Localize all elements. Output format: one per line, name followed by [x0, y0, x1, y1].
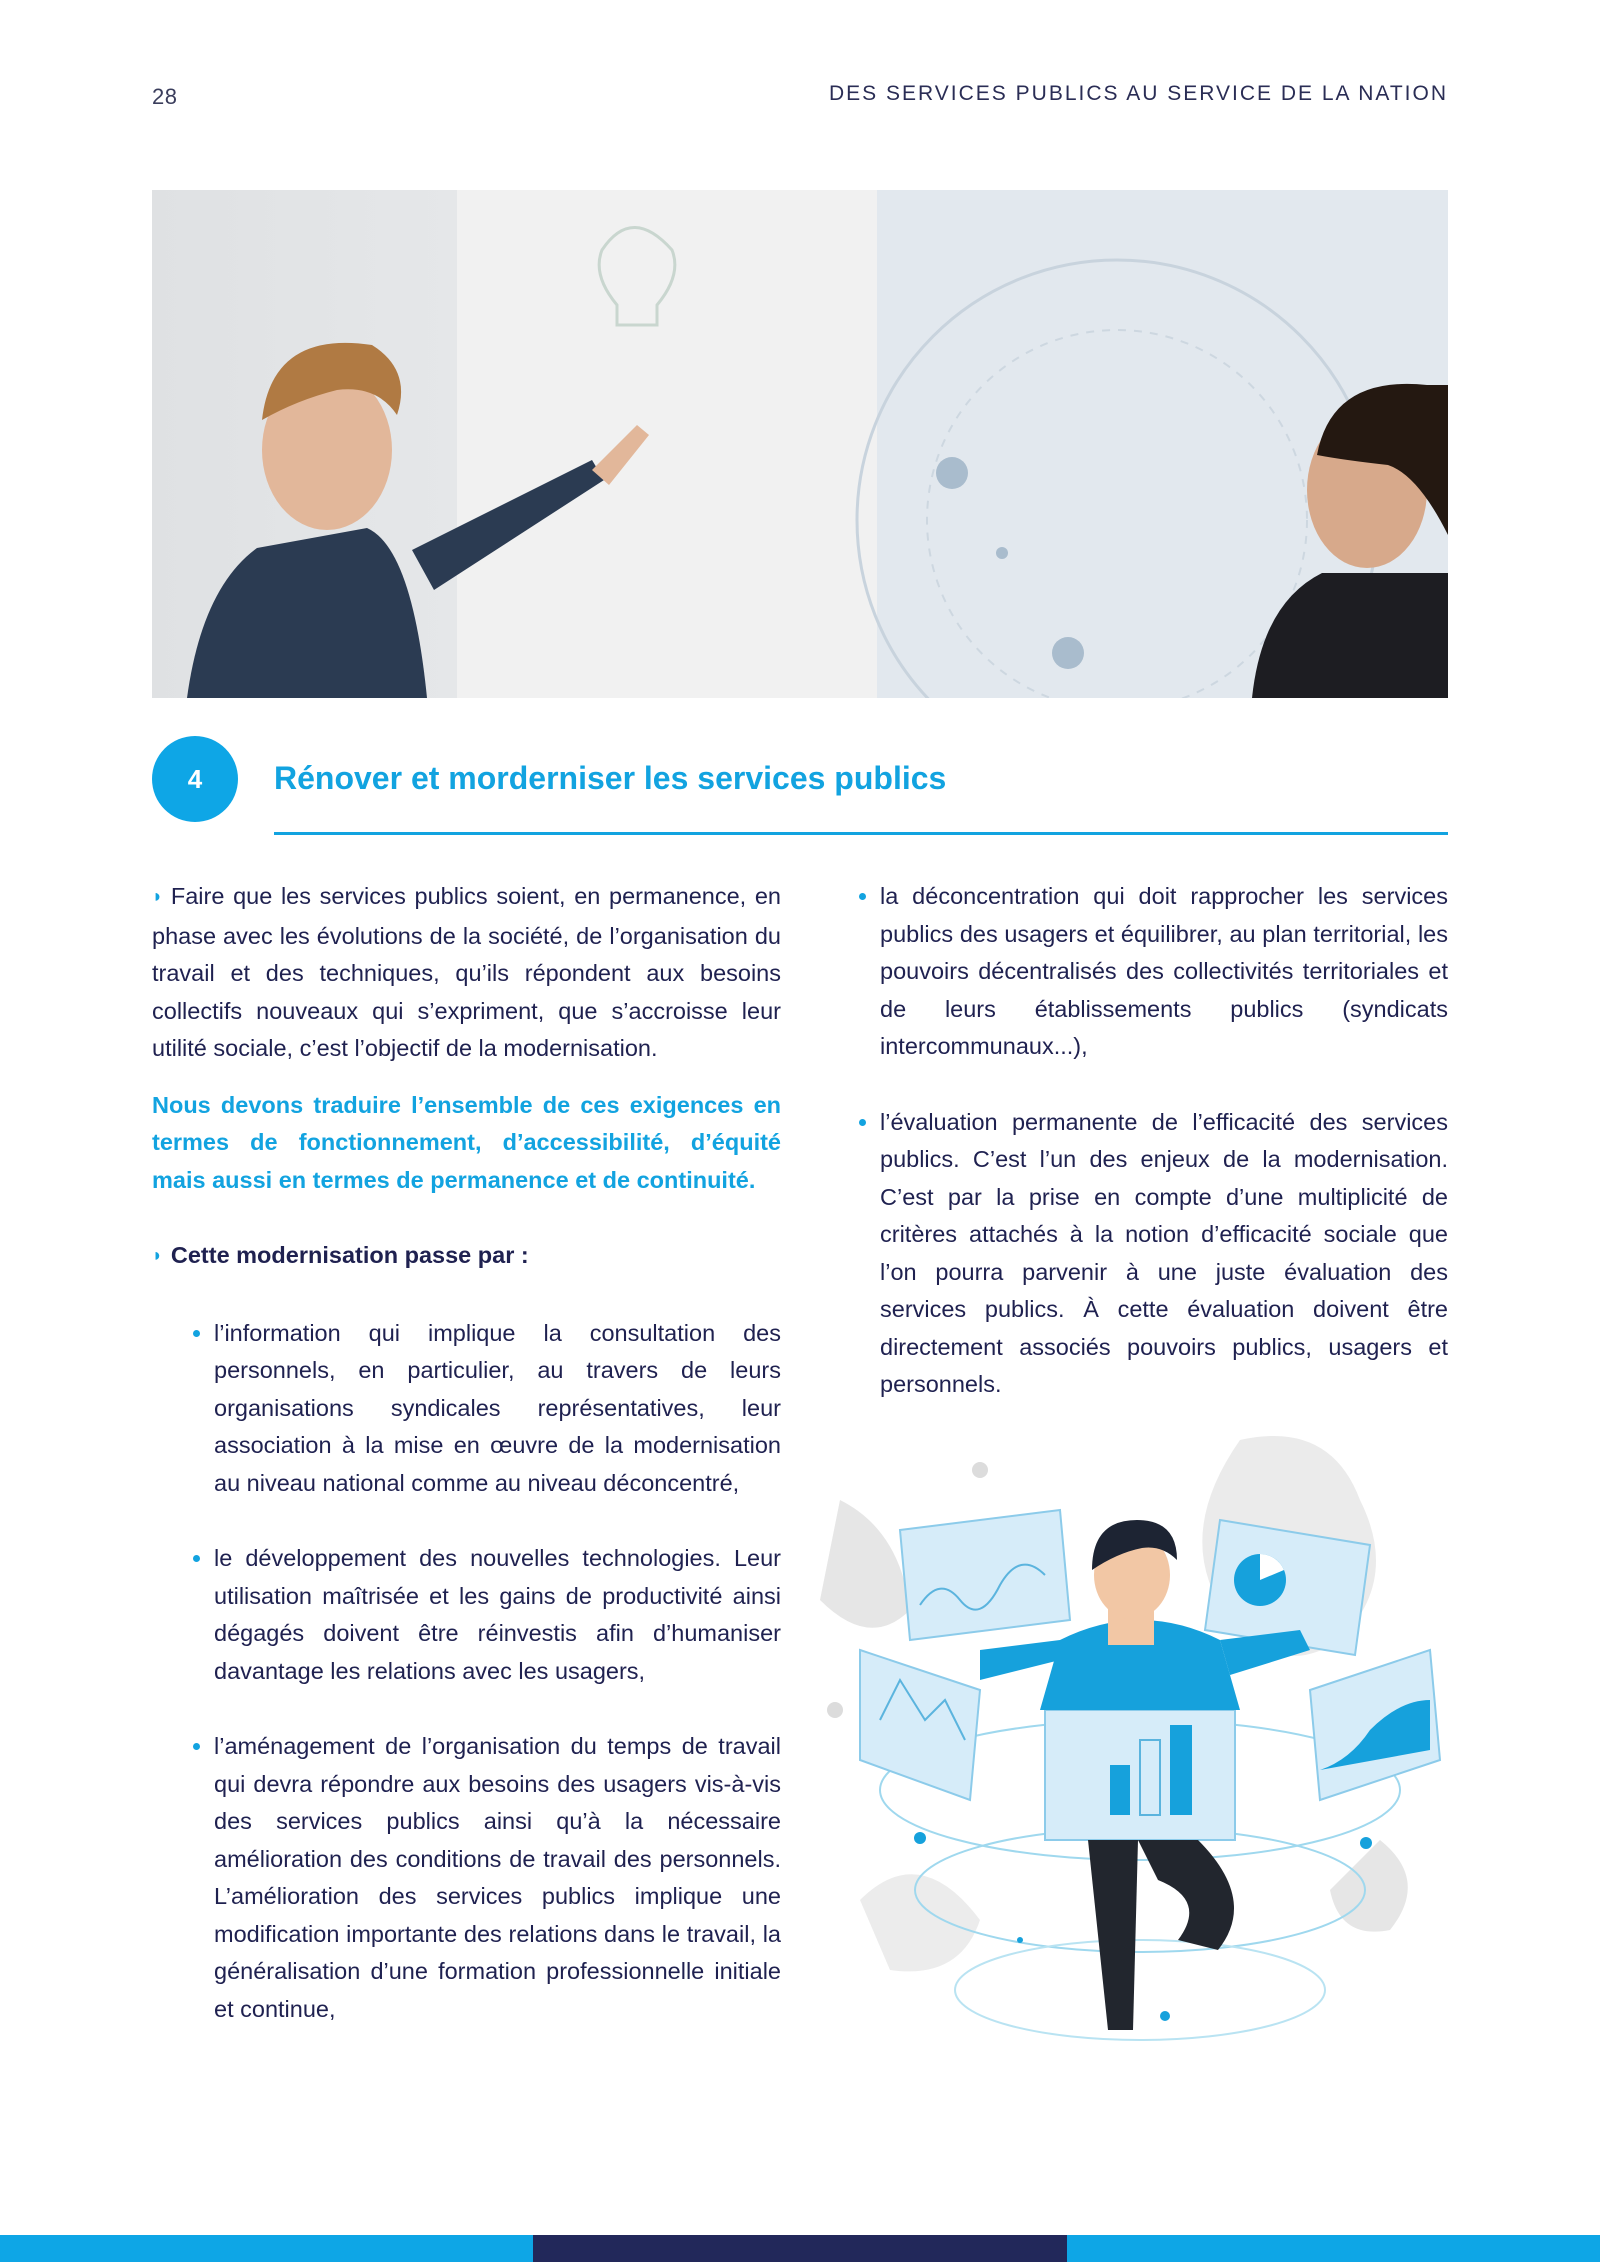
triangle-right-icon: ◗ [152, 886, 163, 906]
running-title: DES SERVICES PUBLICS AU SERVICE DE LA NATION [828, 82, 1448, 105]
section-header [152, 736, 1448, 836]
footer-segment-middle [533, 2235, 1066, 2262]
list-item: la déconcentration qui doit rapprocher les services publics des usagers et équilibrer, au plan territorial, les pouvoirs décentralisés des collectivités territoriales et de leurs établissements publics (syndicats intercommunaux...), [880, 878, 1448, 1066]
hero-photo [152, 190, 1448, 698]
intro-text: Faire que les services publics soient, en permanence, en phase avec les évolutions de la société, de l’organisation du travail et des techniques, qu’ils répondent aux besoins collectifs nouveaux qui s’expriment, que s’accroisse leur utilité sociale, c’est l’objectif de la modernisation. [152, 883, 781, 1061]
intro-paragraph [152, 878, 781, 1068]
modernisation-list [152, 1315, 781, 2029]
section-rule [274, 832, 1448, 835]
modernisation-list-continued [856, 878, 1448, 1404]
list-item: l’information qui implique la consultation des personnels, en particulier, au travers de leurs organisations syndicales représentatives, leur association à la mise en œuvre de la modernisation au niveau national comme au niveau déconcentré, [214, 1315, 781, 1503]
footer-segment-left [0, 2235, 533, 2262]
highlight-paragraph: Nous devons traduire l’ensemble de ces exigences en termes de fonctionnement, d’accessibilité, d’équité mais aussi en termes de permanence et de continuité. [152, 1091, 781, 1193]
page-number: 28 [152, 84, 178, 109]
list-item: l’évaluation permanente de l’efficacité des services publics. C’est l’un des enjeux de la modernisation. C’est par la prise en compte d’une multiplicité de critères attachés à la notion d’efficacité sociale que l’on pourra parvenir à une juste évaluation des services publics. À cette évaluation doivent être directement associés pouvoirs publics, usagers et personnels. [880, 1104, 1448, 1404]
footer-segment-right [1067, 2235, 1600, 2262]
list-lead-text: Cette modernisation passe par : [170, 1242, 529, 1268]
list-lead [152, 1237, 781, 1277]
section-title: Rénover et morderniser les services publics [274, 760, 947, 796]
list-item: le développement des nouvelles technologies. Leur utilisation maîtrisée et les gains de productivité ainsi dégagés doivent être réinvestis afin d’humaniser davantage les relations avec les usagers, [214, 1540, 781, 1690]
section-number-badge: 4 [152, 736, 238, 822]
list-item: l’aménagement de l’organisation du temps de travail qui devra répondre aux besoins des usagers vis-à-vis des services publics ainsi qu’à la nécessaire amélioration des conditions de travail des personnels. L’amélioration des services publics implique une modification importante des relations dans le travail, la généralisation d’une formation professionnelle initiale et continue, [214, 1728, 781, 2028]
left-column [152, 878, 781, 2066]
right-column [856, 878, 1448, 1442]
digital-dashboard-illustration [820, 1420, 1460, 2060]
footer-color-bar [0, 2235, 1600, 2262]
triangle-right-icon: ◗ [152, 1245, 163, 1265]
